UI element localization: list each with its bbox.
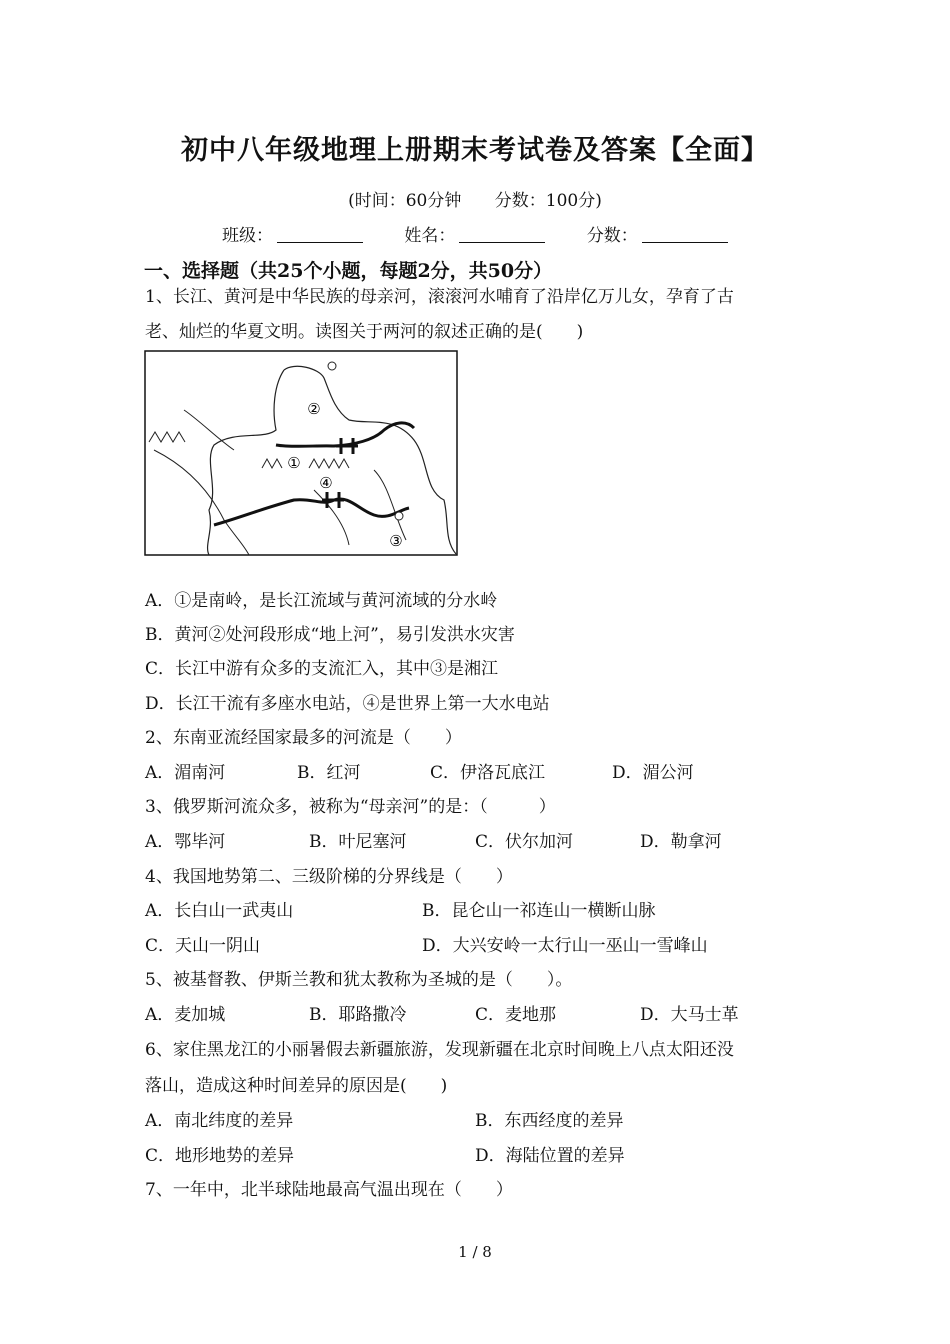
q2-option-a: A．湄南河 <box>145 763 226 783</box>
map-label-1: ① <box>287 454 301 472</box>
map-label-3: ③ <box>389 532 403 550</box>
q1-option-b: B．黄河②处河段形成“地上河”，易引发洪水灾害 <box>145 625 515 645</box>
q5-option-a: A．麦加城 <box>145 1005 226 1025</box>
score-blank <box>642 228 728 243</box>
q1-stem-line2: 老、灿烂的华夏文明。读图关于两河的叙述正确的是( ) <box>145 322 584 342</box>
time-text: (时间：60分钟 <box>348 191 462 211</box>
score-label: 分数： <box>586 226 638 246</box>
page-number: 1 / 8 <box>458 1243 492 1261</box>
q1-stem-line1: 1、长江、黄河是中华民族的母亲河，滚滚河水哺育了沿岸亿万儿女，孕育了古 <box>145 287 734 307</box>
river-map-figure <box>144 350 458 556</box>
map-label-4: ④ <box>319 474 333 492</box>
q2-option-c: C．伊洛瓦底江 <box>430 763 546 783</box>
name-label: 姓名： <box>404 226 456 246</box>
q3-option-b: B．叶尼塞河 <box>309 832 407 852</box>
score-text: 分数：100分) <box>494 191 602 211</box>
q7-stem: 7、一年中，北半球陆地最高气温出现在（ ） <box>145 1180 513 1200</box>
q3-option-a: A．鄂毕河 <box>145 832 226 852</box>
q1-option-a: A．①是南岭，是长江流域与黄河流域的分水岭 <box>145 591 498 611</box>
q4-option-a: A．长白山一武夷山 <box>145 901 294 921</box>
q3-option-d: D．勒拿河 <box>640 832 722 852</box>
q5-option-b: B．耶路撒冷 <box>309 1005 407 1025</box>
q5-stem: 5、被基督教、伊斯兰教和犹太教称为圣城的是（ ）。 <box>145 970 573 990</box>
q4-option-b: B．昆仑山一祁连山一横断山脉 <box>422 901 656 921</box>
map-label-2: ② <box>307 400 321 418</box>
q6-option-c: C．地形地势的差异 <box>145 1146 295 1166</box>
exam-meta <box>0 186 950 211</box>
q6-option-b: B．东西经度的差异 <box>475 1111 624 1131</box>
page-title: 初中八年级地理上册期末考试卷及答案【全面】 <box>181 135 769 166</box>
q6-stem-line1: 6、家住黑龙江的小丽暑假去新疆旅游，发现新疆在北京时间晚上八点太阳还没 <box>145 1040 734 1060</box>
q4-option-c: C．天山一阴山 <box>145 936 261 956</box>
q2-option-d: D．湄公河 <box>612 763 694 783</box>
student-info <box>222 221 764 246</box>
section-heading: 一、选择题（共25个小题，每题2分，共50分） <box>144 260 553 282</box>
q1-option-d: D．长江干流有多座水电站，④是世界上第一大水电站 <box>145 694 550 714</box>
q2-option-b: B．红河 <box>297 763 361 783</box>
q3-option-c: C．伏尔加河 <box>475 832 574 852</box>
q4-option-d: D．大兴安岭一太行山一巫山一雪峰山 <box>422 936 708 956</box>
q6-option-d: D．海陆位置的差异 <box>475 1146 625 1166</box>
q4-stem: 4、我国地势第二、三级阶梯的分界线是（ ） <box>145 867 513 887</box>
class-blank <box>277 228 363 243</box>
q6-option-a: A．南北纬度的差异 <box>145 1111 294 1131</box>
name-blank <box>459 228 545 243</box>
q1-option-c: C．长江中游有众多的支流汇入，其中③是湘江 <box>145 659 499 679</box>
q6-stem-line2: 落山，造成这种时间差异的原因是( ) <box>145 1076 448 1096</box>
class-label: 班级： <box>222 226 273 246</box>
q3-stem: 3、俄罗斯河流众多，被称为“母亲河”的是：（ ） <box>145 797 556 817</box>
q5-option-c: C．麦地那 <box>475 1005 557 1025</box>
q2-stem: 2、东南亚流经国家最多的河流是（ ） <box>145 728 462 748</box>
q5-option-d: D．大马士革 <box>640 1005 739 1025</box>
